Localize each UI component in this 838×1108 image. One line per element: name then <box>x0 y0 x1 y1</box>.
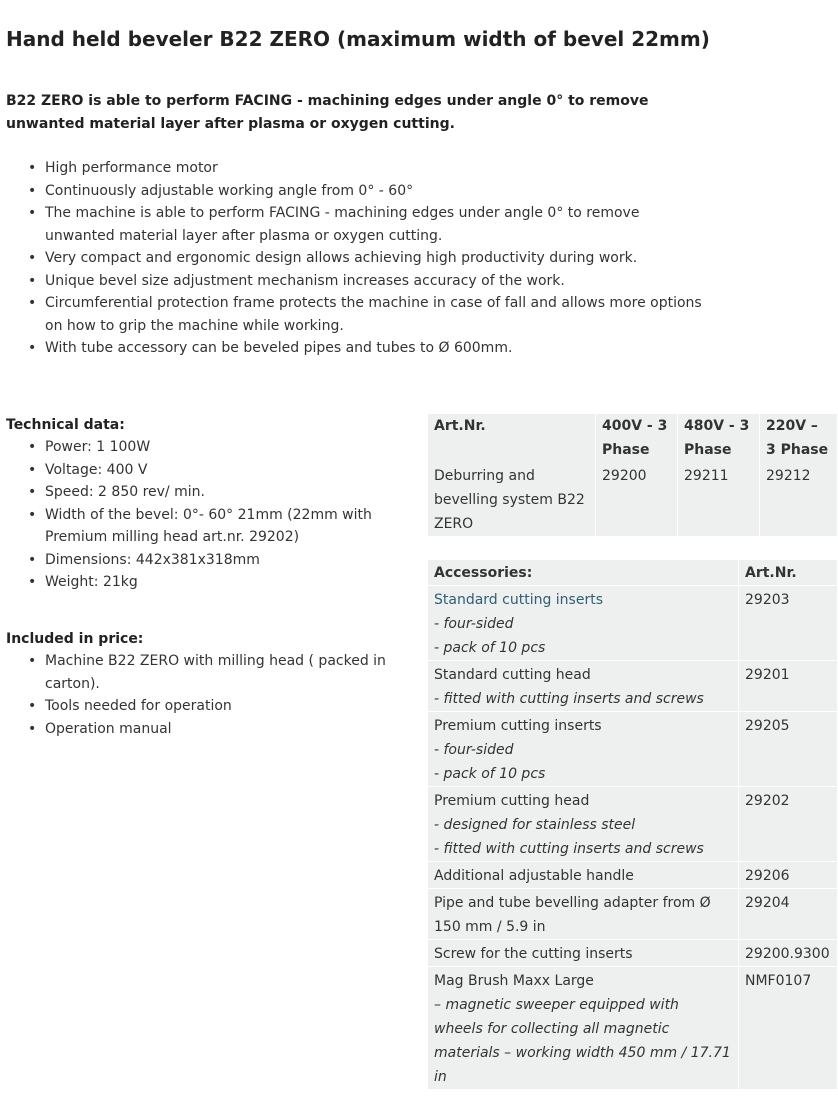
accessory-art-nr: 29203 <box>739 586 838 661</box>
accessory-name: Pipe and tube bevelling adapter from Ø 150 mm / 5.9 in <box>434 895 711 935</box>
feature-item: • The machine is able to perform FACING - machining edges under angle 0° to remove unwanted material layer after plasma or oxygen cutting. <box>6 202 706 247</box>
accessory-art-nr: 29206 <box>739 862 838 889</box>
table-row <box>428 940 838 967</box>
accessory-name: Premium cutting head <box>434 793 590 809</box>
table-header-row <box>428 414 838 462</box>
accessory-cell <box>428 586 739 661</box>
included-heading: Included in price: <box>6 631 144 647</box>
accessory-art-nr: 29200.9300 <box>739 940 838 967</box>
accessory-cell <box>428 940 739 967</box>
table-row <box>428 862 838 889</box>
accessory-art-nr: 29204 <box>739 889 838 940</box>
header-400v: 400V - 3 Phase <box>596 414 678 462</box>
technical-item: • Weight: 21kg <box>6 571 406 594</box>
feature-item: • Continuously adjustable working angle from 0° - 60° <box>6 180 706 203</box>
technical-data-heading: Technical data: <box>6 417 125 433</box>
table-row <box>428 586 838 661</box>
intro-text: B22 ZERO is able to perform FACING - machining edges under angle 0° to remove unwanted material layer after plasma or oxygen cutting. <box>6 93 649 132</box>
technical-data-list <box>6 436 406 594</box>
art-nr-220v: 29212 <box>760 462 838 536</box>
header-480v: 480V - 3 Phase <box>678 414 760 462</box>
technical-item: • Speed: 2 850 rev/ min. <box>6 481 406 504</box>
accessory-name: Mag Brush Maxx Large <box>434 973 594 989</box>
product-description: Deburring and bevelling system B22 ZERO <box>428 462 596 536</box>
header-art-nr: Art.Nr. <box>428 414 596 462</box>
accessory-cell <box>428 661 739 712</box>
table-row <box>428 661 838 712</box>
accessory-note: - four-sided <box>434 742 514 758</box>
header-art-nr: Art.Nr. <box>739 560 838 586</box>
feature-item: • Very compact and ergonomic design allows achieving high productivity during work. <box>6 247 706 270</box>
feature-item: • Unique bevel size adjustment mechanism increases accuracy of the work. <box>6 270 706 293</box>
accessories-body <box>428 586 838 1090</box>
accessory-art-nr: 29201 <box>739 661 838 712</box>
accessory-name: Screw for the cutting inserts <box>434 946 633 962</box>
table-row <box>428 889 838 940</box>
technical-item: • Voltage: 400 V <box>6 459 406 482</box>
table-row <box>428 967 838 1090</box>
table-row <box>428 462 838 536</box>
accessory-cell <box>428 967 739 1090</box>
accessory-cell <box>428 889 739 940</box>
accessory-art-nr: 29202 <box>739 787 838 862</box>
accessory-note: - designed for stainless steel <box>434 817 636 833</box>
accessory-cell <box>428 712 739 787</box>
accessory-art-nr: 29205 <box>739 712 838 787</box>
accessory-cell <box>428 862 739 889</box>
accessory-note: - fitted with cutting inserts and screws <box>434 691 704 707</box>
technical-item: • Dimensions: 442x381x318mm <box>6 549 406 572</box>
accessory-name: Standard cutting head <box>434 667 591 683</box>
accessory-name: Additional adjustable handle <box>434 868 634 884</box>
accessory-name-link[interactable]: Standard cutting inserts <box>434 592 603 608</box>
accessory-note: – magnetic sweeper equipped with wheels for collecting all magnetic materials – working width 450 mm / 17.71 in <box>434 997 731 1085</box>
accessory-art-nr: NMF0107 <box>739 967 838 1090</box>
feature-item: • Circumferential protection frame protects the machine in case of fall and allows more options on how to grip the machine while working. <box>6 292 706 337</box>
page-title: Hand held beveler B22 ZERO (maximum width of bevel 22mm) <box>6 27 710 51</box>
included-item: • Operation manual <box>6 718 406 741</box>
feature-list <box>6 157 706 360</box>
header-220v: 220V – 3 Phase <box>760 414 838 462</box>
included-item: • Tools needed for operation <box>6 695 406 718</box>
header-accessories: Accessories: <box>428 560 739 586</box>
accessory-note: - pack of 10 pcs <box>434 766 546 782</box>
technical-item: • Width of the bevel: 0°- 60° 21mm (22mm with Premium milling head art.nr. 29202) <box>6 504 406 549</box>
technical-item: • Power: 1 100W <box>6 436 406 459</box>
accessories-table <box>428 560 838 1090</box>
included-item: • Machine B22 ZERO with milling head ( packed in carton). <box>6 650 406 695</box>
art-nr-480v: 29211 <box>678 462 760 536</box>
art-nr-400v: 29200 <box>596 462 678 536</box>
accessory-note: - pack of 10 pcs <box>434 640 546 656</box>
article-number-table <box>428 414 838 536</box>
included-list <box>6 650 406 740</box>
feature-item: • High performance motor <box>6 157 706 180</box>
accessory-note: - four-sided <box>434 616 514 632</box>
table-row <box>428 712 838 787</box>
table-header-row <box>428 560 838 586</box>
feature-item: • With tube accessory can be beveled pipes and tubes to Ø 600mm. <box>6 337 706 360</box>
accessory-cell <box>428 787 739 862</box>
table-row <box>428 787 838 862</box>
accessory-name: Premium cutting inserts <box>434 718 602 734</box>
accessory-note: - fitted with cutting inserts and screws <box>434 841 704 857</box>
